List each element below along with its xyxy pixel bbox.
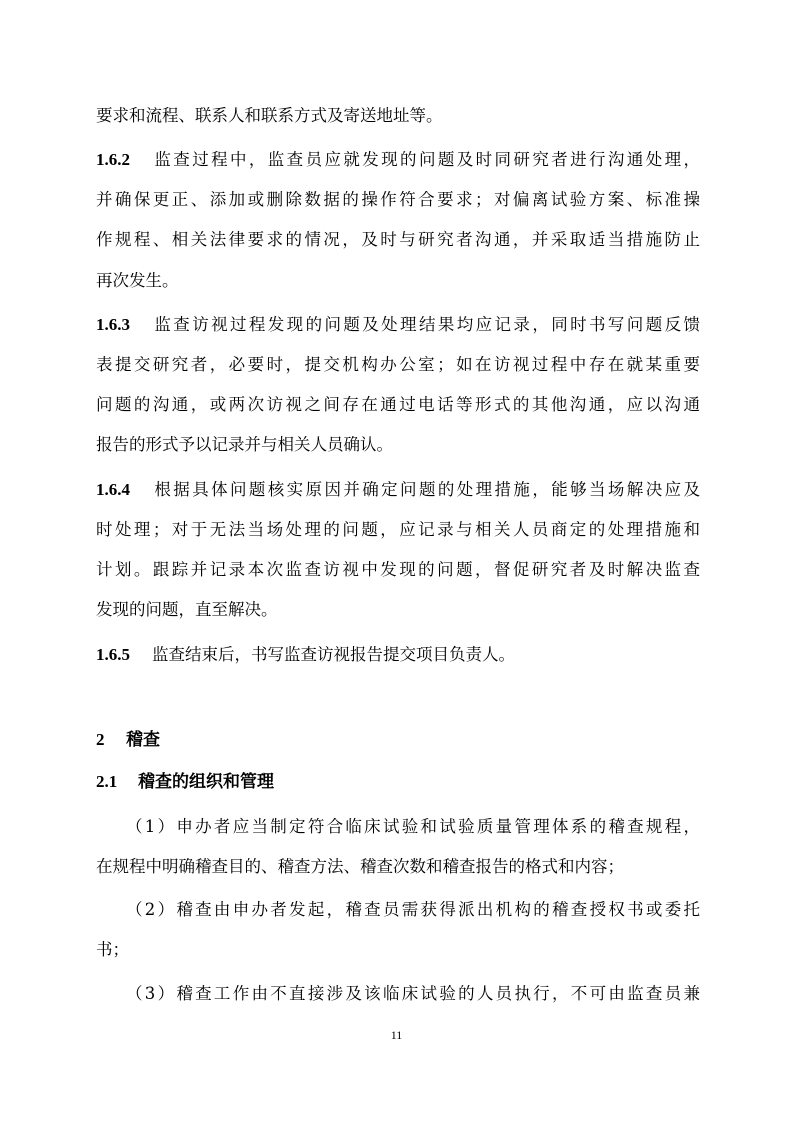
paragraph-line: 计划。跟踪并记录本次监查访视中发现的问题，督促研究者及时解决监查 xyxy=(96,560,700,579)
paragraph-line: 问题的沟通，或两次访视之间存在通过电话等形式的其他沟通，应以沟通 xyxy=(96,395,700,414)
subsection-heading: 2.1 稽查的组织和管理 xyxy=(96,772,274,792)
paragraph-line: 报告的形式予以记录并与相关人员确认。 xyxy=(96,435,393,454)
clause-number: 1.6.4 xyxy=(96,480,130,499)
page-number: 11 xyxy=(390,1028,403,1042)
list-item-line: （3）稽查工作由不直接涉及该临床试验的人员执行，不可由监查员兼 xyxy=(126,984,700,1003)
paragraph-line: 并确保更正、添加或删除数据的操作符合要求；对偏离试验方案、标准操 xyxy=(96,190,700,209)
paragraph-line: 1.6.4 根据具体问题核实原因并确定问题的处理措施，能够当场解决应及 xyxy=(96,480,700,499)
clause-number: 1.6.2 xyxy=(96,150,130,169)
list-item-line: 在规程中明确稽查目的、稽查方法、稽查次数和稽查报告的格式和内容； xyxy=(96,857,624,876)
paragraph-line: 时处理；对于无法当场处理的问题，应记录与相关人员商定的处理措施和 xyxy=(96,520,700,539)
paragraph-line: 1.6.2 监查过程中，监查员应就发现的问题及时同研究者进行沟通处理， xyxy=(96,150,700,169)
paragraph-line: 1.6.5 监查结束后，书写监查访视报告提交项目负责人。 xyxy=(96,645,515,664)
paragraph-line: 再次发生。 xyxy=(96,271,179,290)
clause-number: 1.6.5 xyxy=(96,645,130,664)
paragraph-line: 表提交研究者，必要时，提交机构办公室；如在访视过程中存在就某重要 xyxy=(96,355,700,374)
list-item-line: （1）申办者应当制定符合临床试验和试验质量管理体系的稽查规程， xyxy=(126,817,700,836)
paragraph-line: 1.6.3 监查访视过程发现的问题及处理结果均应记录，同时书写问题反馈 xyxy=(96,315,700,334)
paragraph-line: 要求和流程、联系人和联系方式及寄送地址等。 xyxy=(96,106,443,125)
list-item-line: （2）稽查由申办者发起，稽查员需获得派出机构的稽查授权书或委托 xyxy=(126,900,700,919)
list-item-line: 书； xyxy=(96,940,129,959)
clause-number: 1.6.3 xyxy=(96,315,130,334)
paragraph-line: 作规程、相关法律要求的情况，及时与研究者沟通，并采取适当措施防止 xyxy=(96,230,700,249)
paragraph-line: 发现的问题，直至解决。 xyxy=(96,600,278,619)
section-heading: 2 稽查 xyxy=(96,730,160,750)
